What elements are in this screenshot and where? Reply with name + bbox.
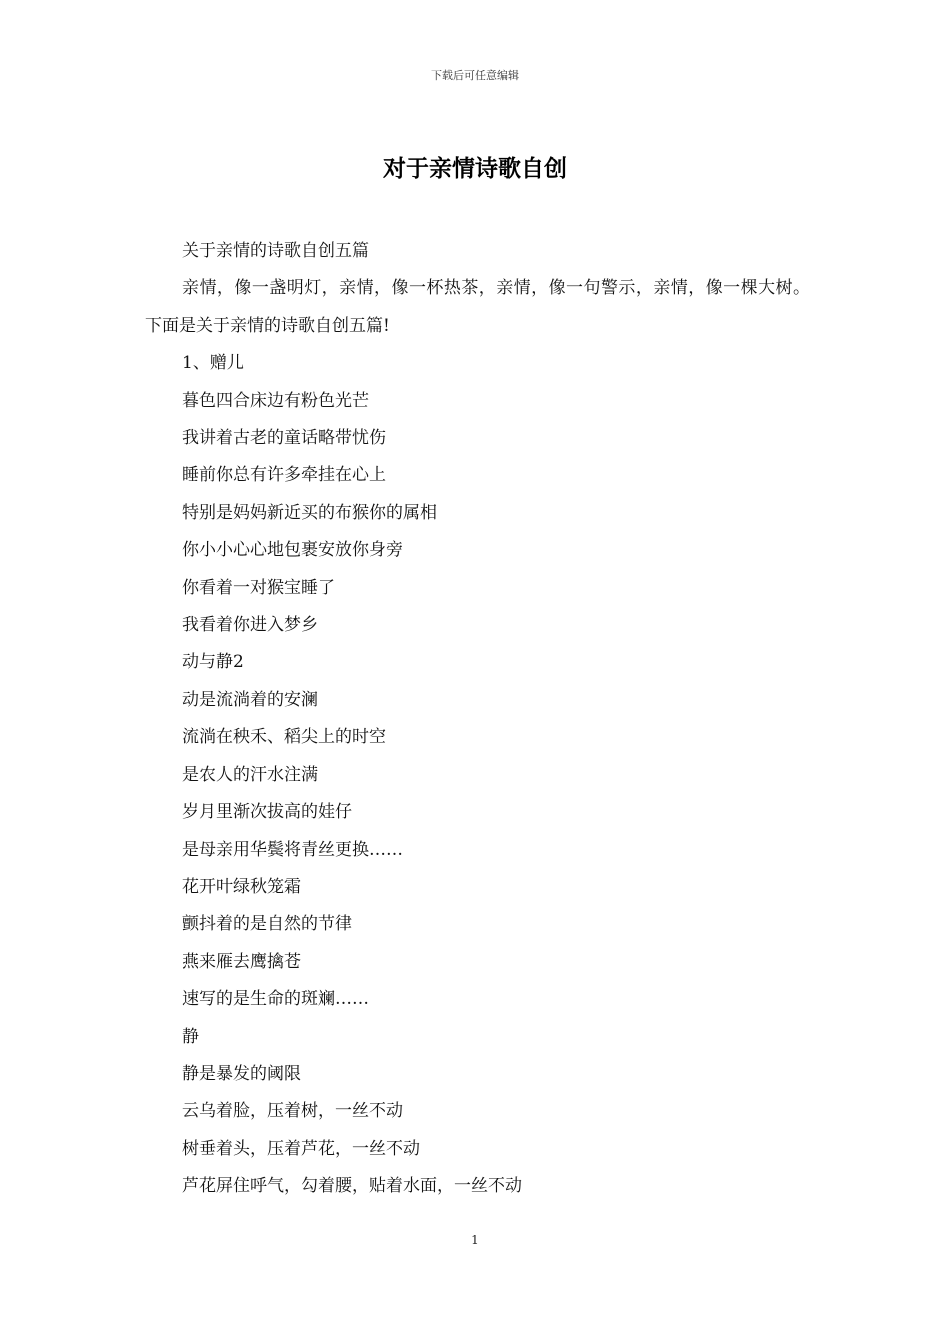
page-number: 1 [471, 1233, 479, 1247]
poem-line: 岁月里渐次拔高的娃仔 [182, 802, 352, 823]
poem-line: 我讲着古老的童话略带忧伤 [182, 428, 386, 449]
poem-line: 静是暴发的阈限 [182, 1063, 301, 1084]
poem-line: 是母亲用华鬓将青丝更换…… [182, 839, 403, 860]
poem-line: 燕来雁去鹰擒苍 [182, 951, 301, 972]
paragraph-intro: 亲情，像一盏明灯，亲情，像一杯热茶，亲情，像一句警示，亲情，像一棵大树。下面是关于亲情的诗歌自创五篇! [145, 278, 810, 336]
poem-line: 你看着一对猴宝睡了 [182, 577, 335, 598]
poem-line: 暮色四合床边有粉色光芒 [182, 390, 369, 411]
poem-line: 动是流淌着的安澜 [182, 689, 318, 710]
poem-heading: 1、赠儿 [182, 353, 244, 374]
poem-line: 颤抖着的是自然的节律 [182, 914, 352, 935]
document-body [145, 233, 810, 1206]
paragraph-subtitle: 关于亲情的诗歌自创五篇 [182, 241, 369, 261]
poem-line: 花开叶绿秋笼霜 [182, 876, 301, 897]
poem-heading: 动与静2 [182, 652, 244, 673]
poem-line: 睡前你总有许多牵挂在心上 [182, 465, 386, 486]
poem-line: 我看着你进入梦乡 [182, 615, 318, 636]
poem-line: 芦花屏住呼气，勾着腰，贴着水面，一丝不动 [182, 1176, 522, 1197]
poem-line: 流淌在秧禾、稻尖上的时空 [182, 727, 386, 748]
poem-line: 特别是妈妈新近买的布猴你的属相 [182, 502, 437, 523]
document-title: 对于亲情诗歌自创 [383, 156, 567, 182]
poem-line: 你小小心心地包裹安放你身旁 [182, 540, 403, 561]
poem-section-heading: 静 [182, 1026, 199, 1047]
poem-line: 树垂着头，压着芦花，一丝不动 [182, 1138, 420, 1159]
page-header-note: 下载后可任意编辑 [431, 69, 519, 82]
poem-line: 云乌着脸，压着树，一丝不动 [182, 1101, 403, 1122]
poem-line: 是农人的汗水注满 [182, 764, 318, 785]
poem-line: 速写的是生命的斑斓…… [182, 989, 369, 1010]
